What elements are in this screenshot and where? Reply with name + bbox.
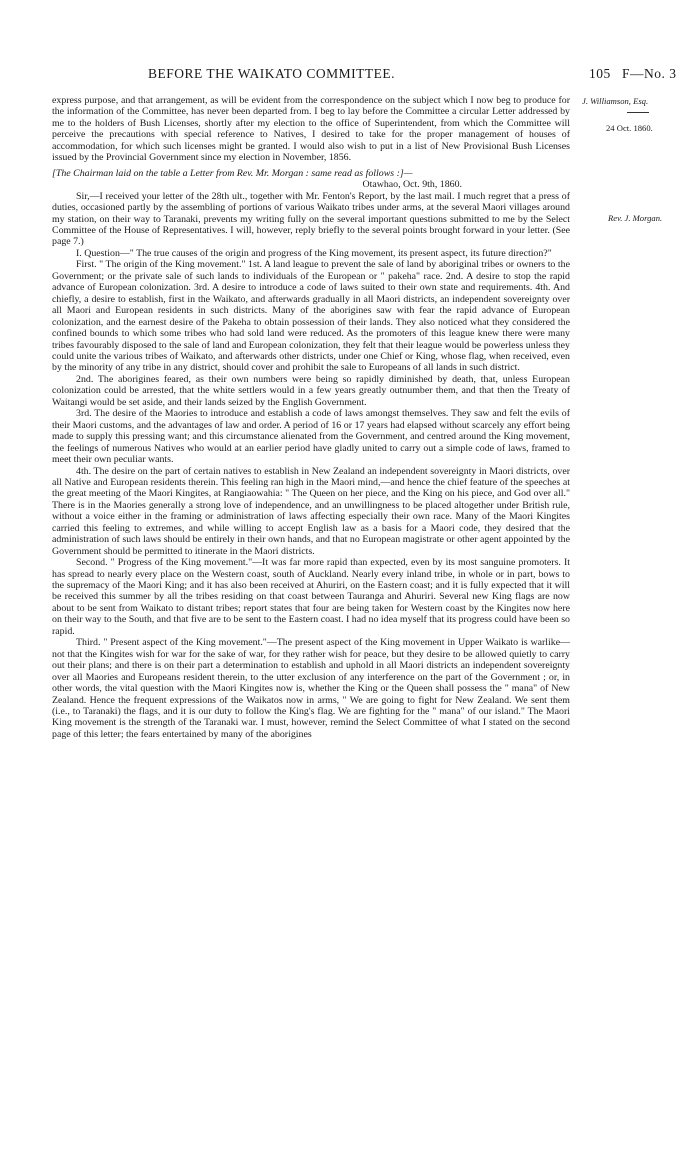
body-text (52, 95, 570, 740)
page-header (0, 66, 700, 86)
chairman-note: [The Chairman laid on the table a Letter from Rev. Mr. Morgan : same read as follows :]— (52, 167, 413, 179)
paragraph-third-cause: 3rd. The desire of the Maories to introduce and establish a code of laws amongst themselves. They saw and felt the evils of their Maori customs, and the advantages of law and order. A period of 16 or 17 years had elapsed without scarcely any effort being made to supply this pressing want; and this circumstance alienated from the Government, and centred around the King movement, the feelings of numerous Natives who would at an earlier period have gladly united to carry out a simple code of laws, framed to meet their own peculiar wants. (52, 408, 570, 466)
running-title: BEFORE THE WAIKATO COMMITTEE. (148, 66, 395, 81)
paragraph-second-cause: 2nd. The aborigines feared, as their own numbers were being so rapidly diminished by death, that, unless European colonization could be arrested, that the white settlers would in a few years greatly outnumber them, and that then the Treaty of Waitangi would be set aside, and their lands seized by the English Government. (52, 373, 570, 408)
paragraph-evidence-continued: express purpose, and that arrangement, as will be evident from the correspondence on the subject which I now beg to produce for the information of the Committee, has never been departed from. I beg to lay before the Committee a circular Letter addressed by me to the holders of Bush Licenses, shortly after my election to the office of Superintendent, from which the Committee will perceive the precautions with special reference to Natives, I desired to take for the proper management of houses of accommodation, for which such licenses might be granted. I would also wish to put in a list of New Provisional Bush Licenses issued by the Provincial Government since my election in November, 1856. (52, 95, 570, 164)
paragraph-fourth-cause: 4th. The desire on the part of certain natives to establish in New Zealand an independent sovereignty in Maori districts, over all Native and European residents therein. This feeling ran high in the Maori mind,—and hence the chief feature of the speeches at the great meeting of the Maori Kingites, at Rangiaowahia: " The Queen on her piece, and the King on his piece, and God over all." There is in the Maories generally a strong love of independence, and an unwillingness to be placed altogether under British rule, without a voice either in the framing or administration of laws affecting especially their own race. Many of the Maori Kingites carried this feeling to extremes, and while willing to accept English law as a basis for a Maori code, they desired that the administration of such laws should be entirely in their own hands, and that no European magistrate or other agent appointed by the Government should be permitted to itinerate in the Maori districts. (52, 465, 570, 557)
margin-note-date: 24 Oct. 1860. (606, 123, 653, 133)
margin-note-williamson: J. Williamson, Esq. (582, 96, 649, 106)
letter-dateline: Otawhao, Oct. 9th, 1860. (362, 179, 462, 191)
paragraph-present-aspect: Third. " Present aspect of the King movement."—The present aspect of the King movement in Upper Waikato is warlike—not that the Kingites wish for war for the sake of war, for they rather wish for peace, but they desire to be allowed quietly to carry out their plans; and there is on their part a determination to establish and uphold in all Maori districts an independent sovereignty over all Maories and Europeans resident therein, to the utter exclusion of any interference on the part of the Government ; or, in other words, the vital question with the Maori Kingites now is, whether the King or the Queen shall possess the " mana" of New Zealand. Hence the frequent expressions of the Waikatos now in arms, " We are going to fight for New Zealand. We sent them (i.e., to Taranaki) the flags, and it is our duty to follow the King's flag. We are fighting for the " mana" of our island." The Maori King movement is the strength of the Taranaki war. I must, however, remind the Select Committee of what I stated on the second page of this letter; the fears entertained by many of the aborigines (52, 637, 570, 740)
paragraph-origin: First. " The origin of the King movement." 1st. A land league to prevent the sale of land by aboriginal tribes or owners to the Government; or the private sale of such lands to individuals of the European or " pakeha" race. 2nd. A desire to stop the rapid advance of European colonization. 3rd. A desire to introduce a code of laws suited to their own state and requirements. 4th. And chiefly, a desire to establish, first in the Waikato, and afterwards gradually in all Maori districts, an independent sovereignty over all Maori and European residents in such districts. Many of the aborigines saw with fear the rapid advance of European colonization, and the earnest desire of the Pakeha to obtain possession of their lands. They also noticed what they considered the confined bounds to which some tribes who had sold land were reduced. As the promoters of this league knew there were many tribes favourably disposed to the sale of land and European colonization, they felt that their league would be powerless unless they could unite the various tribes of Waikato, and afterwards other districts, under one Chief or King, whose flag, when received, even by the minority of any tribe in any district, should cover and prohibit the sale to Europeans of all lands in such district. (52, 259, 570, 374)
margin-note-morgan: Rev. J. Morgan. (608, 213, 663, 223)
document-reference: F—No. 3 (622, 66, 677, 81)
paragraph-progress: Second. " Progress of the King movement."—It was far more rapid than expected, even by its most sanguine promoters. It has spread to nearly every place on the Western coast, south of Auckland. Nearly every inland tribe, in whole or in part, bows to the supremacy of the Maori King; and it has also been received at Ahuriri, on the Eastern coast; and it is fully expected that it will be received this summer by all the tribes residing on that coast between Tauranga and Ahuriri. Several new King flags are now about to be sent from Waikato to distant tribes; report states that four are being taken for Western coast by the Kingites now here on their way to the South, and that five are to be sent to the Eastern coast. I had no idea myself that its progress could have been so rapid. (52, 557, 570, 637)
letter-salutation-paragraph: Sir,—I received your letter of the 28th ult., together with Mr. Fenton's Report, by the last mail. I much regret that a press of duties, occasioned partly by the assembling of portions of various Waikato tribes under arms, at the several Maori villages around my station, on their way to Taranaki, prevents my writing fully on the several important questions submitted to me by the Select Committee of the House of Representatives. I will, however, reply briefly to the several points brought forward in your letter. (See page 7.) (52, 190, 570, 248)
page-number: 105 (589, 66, 611, 81)
question-one: I. Question—" The true causes of the origin and progress of the King movement, its present aspect, its future direction?" (76, 247, 552, 259)
margin-rule (627, 112, 649, 113)
